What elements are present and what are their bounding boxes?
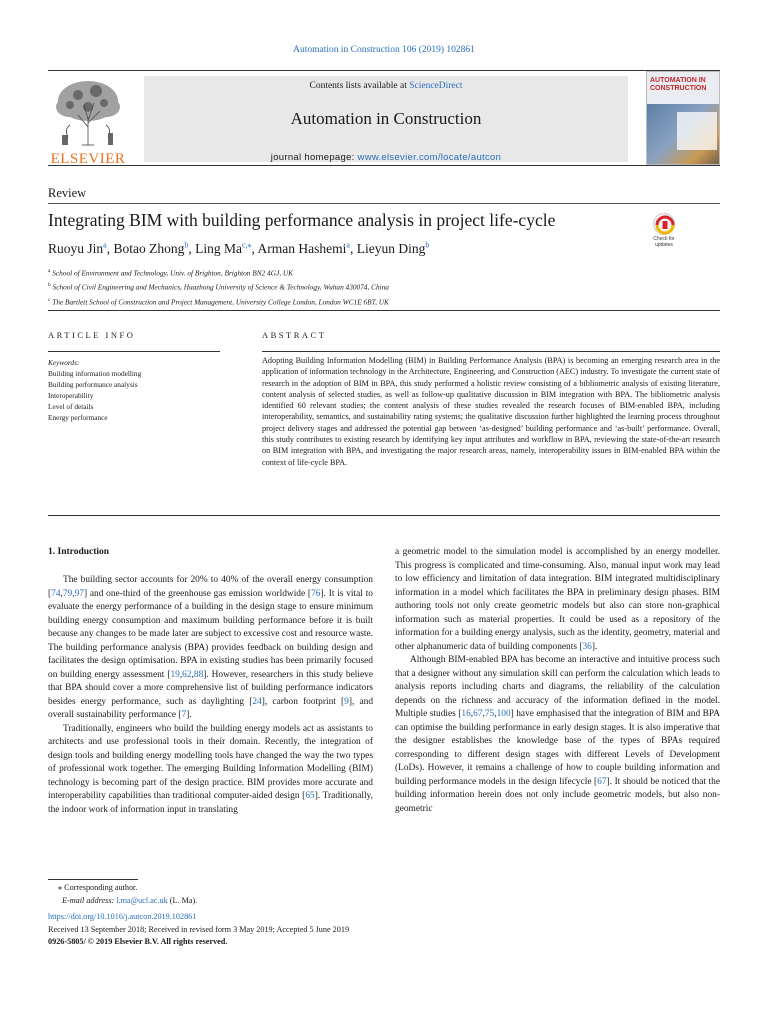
citation-link[interactable]: 65 — [305, 791, 315, 801]
divider — [48, 515, 720, 516]
affiliation — [48, 294, 389, 308]
paper-title: Integrating BIM with building performance analysis in project life-cycle — [48, 210, 556, 230]
keyword: Interoperability — [48, 391, 94, 400]
cover-title — [650, 77, 706, 92]
keyword: Level of details — [48, 402, 94, 411]
affiliation-text: School of Civil Engineering and Mechanics, Huazhong University of Science & Technology, Wuhan 430074, China — [52, 282, 389, 292]
paragraph-text: , — [60, 588, 63, 599]
citation-link[interactable]: 19 — [170, 669, 180, 680]
citation-link[interactable]: 9 — [344, 696, 349, 707]
citation-link[interactable]: 62 — [182, 669, 192, 680]
affiliation — [48, 265, 389, 279]
cover-text-block — [677, 112, 717, 150]
author[interactable] — [113, 241, 195, 256]
journal-cover-thumbnail[interactable] — [646, 71, 720, 165]
paragraph-text: ] and one-third of the greenhouse gas emission worldwide [ — [83, 588, 312, 599]
citation-link[interactable]: 7 — [181, 710, 187, 720]
paragraph-text: a geometric model to the simulation model is accomplished by an energy modeller. This progress is complicated and time-consuming. Also, manual input work may lead to low efficiency and limitation of data integration. BIM integrated multidisciplinary information in a model which facilitates the BPA in preliminary design phases. BIM authoring tools not only create geometric models but also can store non-graphical information such as material properties. It could be used as a repository of the information for a building energy analysis, such as the identity, geometry, material and other alphanumeric data of building components [ — [395, 547, 720, 652]
check-updates-line-1: Check for — [653, 236, 675, 242]
paragraph-text: ]. — [591, 641, 598, 652]
paragraph-text: , — [191, 669, 194, 680]
keyword: Building information modelling — [48, 369, 142, 378]
citation-link[interactable]: 79 — [62, 588, 73, 599]
keywords-label: Keywords: — [48, 358, 80, 367]
citation-link[interactable]: 67 — [597, 776, 607, 787]
tree-icon — [48, 77, 128, 147]
author-list — [48, 240, 429, 257]
author-name: Lieyun Ding — [356, 240, 426, 256]
author-affiliation-mark[interactable]: b — [184, 240, 189, 249]
author-separator: , — [188, 240, 196, 256]
author-name: Ling Ma — [195, 240, 242, 256]
body-column-left — [48, 574, 373, 817]
citation-link[interactable]: 88 — [193, 669, 204, 680]
paragraph-text: Traditionally, engineers who build the building energy models act as assistants to architects and use professional tools in their domain. Recently, the integration of design tools and building energy modelling tools have changed the way the two types of professional work together. The emerging Building Information Modelling (BIM) technology is becoming part of the design practice. BIM provides more accurate and interoperability capabilities than traditional computer-aided design [ — [48, 723, 373, 801]
author-affiliation-mark[interactable]: a — [103, 240, 107, 249]
affiliation-text: School of Environment and Technology, Univ. of Brighton, Brighton BN2 4GJ, UK — [52, 268, 293, 278]
paragraph-text: ]. It is vital to evaluate the energy performance of a building in the design stage to ensure minimum building energy consumption and maximum building performance before it is built because any changes to be made later are subject to excessive cost and resource waste. The building performance analysis (BPA) provides feedback on building design and facilitates the design optimisation. BPA in existing studies has been primarily focused on building energy assessment [ — [48, 588, 373, 680]
author-separator: , — [106, 240, 114, 256]
paragraph-text: , — [494, 709, 497, 719]
paragraph-text: ], and overall sustainability performance [ — [48, 696, 374, 720]
body-paragraph — [48, 723, 373, 818]
check-for-updates-badge[interactable] — [644, 213, 682, 251]
cover-header — [647, 72, 720, 104]
paragraph-text: Although BIM-enabled BPA has become an interactive and intuitive process such that a designer without any simulation skill can perform the calculation which leads to analysis reports including charts and diagrams, the reliability of the calculation depends on the richness and accuracy of the information defined in the model. Multiple studies [ — [395, 655, 720, 719]
paragraph-text: , — [482, 709, 485, 719]
email-label: E-mail address: — [62, 895, 117, 905]
author-affiliation-mark[interactable]: c,⁎ — [241, 240, 252, 249]
article-section-label: Review — [48, 186, 87, 200]
elsevier-tree-logo — [48, 77, 128, 167]
affiliation — [48, 279, 389, 293]
check-updates-icon — [653, 213, 675, 235]
elsevier-wordmark: ELSEVIER — [50, 151, 126, 167]
paragraph-text: The building sector accounts for 20% to 40% of the overall energy consumption [ — [48, 575, 373, 599]
contents-line — [144, 81, 628, 91]
citation-link[interactable]: 76 — [311, 588, 321, 599]
affiliation-list — [48, 265, 389, 308]
section-heading-introduction: 1. Introduction — [48, 547, 110, 557]
divider — [48, 351, 220, 352]
author-separator: , — [349, 240, 357, 256]
citation-link[interactable]: 75 — [484, 709, 495, 719]
paragraph-text: , — [72, 588, 75, 599]
author[interactable] — [357, 241, 430, 256]
contents-prefix: Contents lists available at — [309, 81, 410, 91]
author-affiliation-mark[interactable]: a — [346, 240, 350, 249]
journal-title: Automation in Construction — [290, 109, 482, 128]
author-name: Botao Zhong — [113, 240, 185, 256]
doi-line — [48, 911, 349, 924]
paragraph-text: , — [470, 709, 474, 719]
paragraph-text: ] have emphasised that the integration of BIM and BPA can optimise the building performance in early design stages. It is also imperative that the designer establishes the knowledge base of the types of BPAs required corresponding to different design stages with different Levels of Development (LoDs). However, it remains a challenge of how to couple building information and building performance models in the design lifecycle [ — [395, 709, 720, 787]
paragraph-text: , — [179, 669, 183, 680]
check-updates-label — [644, 236, 684, 248]
footnotes — [48, 882, 349, 949]
citation-link[interactable]: 100 — [496, 709, 511, 719]
article-info-heading: ARTICLE INFO — [48, 330, 136, 340]
email-link[interactable]: l.ma@ucl.ac.uk — [116, 895, 168, 905]
citation-link[interactable]: 24 — [252, 696, 262, 707]
author[interactable] — [48, 241, 113, 256]
paragraph-text: ], carbon footprint [ — [261, 696, 345, 707]
author[interactable] — [258, 241, 357, 256]
abstract-text: Adopting Building Information Modelling (BIM) in Building Performance Analysis (BPA) is becoming an emerging research area in the application of information technology in the Architecture, Engineering, and Construction (AEC) industry. To investigate the current state of research in the adoption of BIM in BPA, this study performed a holistic review consisting of a bibliometric analysis of existing literature, content analysis of selected studies, as well as follow-up qualitative discussion in BIM integration with BPA. The bibliometric analysis identified 60 relevant studies; the content analysis of these studies revealed the research focuses of BIM-enabled BPA, including interoperability, semantics, and sustainability rating systems; the qualitative discussion further highlighted the learning process throughout project delivery stages and addressed the potential gap between ‘as-designed’ building performance and ‘as-built’ performance. Overall, this study contributes to existing research by identifying key input attributes and workflow in BPA, reviewing the state-of-the-art research on BIM integration with BPA, and investigating the major research areas, namely, interoperability issues in BIM-enabled BPA within the context of life-cycle BPA. — [262, 356, 720, 467]
journal-masthead — [48, 70, 720, 166]
affiliation-mark: c — [48, 296, 51, 303]
body-paragraph — [395, 654, 720, 816]
affiliation-mark: b — [48, 282, 51, 289]
author[interactable] — [195, 241, 257, 256]
doi-link[interactable]: https://doi.org/10.1016/j.autcon.2019.102861 — [48, 912, 197, 921]
journal-banner — [144, 76, 628, 162]
citation-link[interactable]: 36 — [582, 641, 592, 652]
journal-homepage-line — [144, 152, 628, 163]
citation-link[interactable]: 16 — [461, 709, 471, 719]
homepage-label: journal homepage: — [270, 152, 358, 163]
email-note — [48, 895, 349, 908]
corresponding-author-note: ⁎ Corresponding author. — [58, 883, 138, 892]
author-affiliation-mark[interactable]: b — [425, 240, 430, 249]
paragraph-text: ]. Traditionally, the indoor work of information input in translating — [48, 791, 373, 815]
divider — [48, 310, 720, 311]
body-paragraph — [48, 574, 373, 723]
keyword: Energy performance — [48, 413, 108, 422]
abstract-heading: ABSTRACT — [262, 330, 327, 340]
keyword: Building performance analysis — [48, 380, 138, 389]
journal-reference[interactable]: Automation in Construction 106 (2019) 102861 — [293, 45, 475, 55]
citation-link[interactable]: 97 — [74, 588, 84, 599]
cover-title-line-1: AUTOMATION IN — [650, 77, 706, 84]
divider — [48, 203, 720, 204]
paragraph-text: ]. However, researchers in this study believe that BPA should cover a more comprehensive list of building performance indicators besides energy performance, such as daylighting [ — [48, 669, 373, 707]
sciencedirect-link[interactable]: ScienceDirect — [409, 81, 463, 91]
received-dates: Received 13 September 2018; Received in revised form 3 May 2019; Accepted 5 June 2019 — [48, 924, 350, 934]
author-name: Ruoyu Jin — [48, 240, 104, 256]
citation-link[interactable]: 74 — [51, 588, 61, 599]
copyright-line: 0926-5805/ © 2019 Elsevier B.V. All rights reserved. — [48, 937, 228, 946]
body-paragraph — [395, 546, 720, 654]
author-separator: , — [251, 240, 258, 256]
cover-title-line-2: CONSTRUCTION — [650, 84, 707, 92]
journal-homepage-link[interactable]: www.elsevier.com/locate/autcon — [357, 152, 502, 163]
email-suffix: (L. Ma). — [167, 895, 198, 905]
paragraph-text: ]. It should be noticed that the building information herein does not only include geometric models, but also non-geometric — [395, 776, 720, 814]
affiliation-text: The Bartlett School of Construction and Project Management, University College London, London WC1E 6BT, UK — [52, 297, 389, 307]
paragraph-text: ]. — [186, 710, 192, 720]
check-updates-line-2: updates — [655, 242, 673, 248]
citation-link[interactable]: 67 — [473, 709, 483, 719]
footnote-divider — [48, 879, 138, 880]
body-column-right — [395, 546, 720, 816]
keyword-list — [48, 368, 141, 423]
affiliation-mark: a — [48, 268, 51, 274]
author-name: Arman Hashemi — [257, 240, 347, 256]
divider — [262, 351, 720, 352]
